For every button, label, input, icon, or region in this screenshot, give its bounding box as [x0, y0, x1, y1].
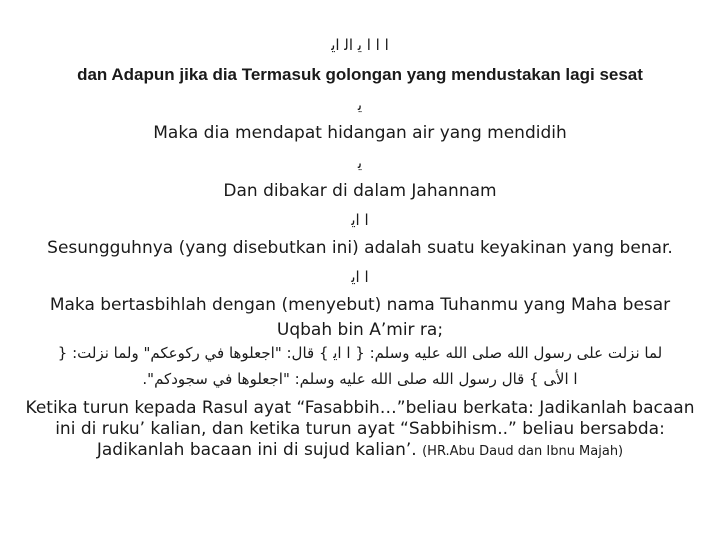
translation-verse-2: Maka dia mendapat hidangan air yang mendidih: [153, 123, 567, 143]
hadith-translation-line-1: Ketika turun kepada Rasul ayat “Fasabbih…”beliau berkata: Jadikanlah bacaan: [25, 398, 695, 418]
hadith-arabic-line-1: ﻟﻤﺎ ﻧﺰﻟﺖ ﻋﻠﻰ ﺭﺳﻮﻝ ﺍﻟﻠﻪ ﺻﻠﻰ ﺍﻟﻠﻪ ﻋﻠﻴﻪ ﻭﺳﻠﻢ: { ﺍ ﺍﻳ } ﻗﺎﻝ: "ﺍﺟﻌﻠﻮﻫﺎ ﻓﻲ ﺭﻛﻮﻋﻜﻢ" ﻭﻟﻤﺎ ﻧﺰﻟﺖ: {: [57, 344, 663, 362]
hadith-translation-line-3: [0, 442, 720, 459]
hadith-narrator: Uqbah bin A’mir ra;: [276, 320, 444, 340]
arabic-verse-3: ﻳ: [357, 154, 363, 172]
hadith-translation-text: Jadikanlah bacaan ini di sujud kalian’.: [96, 440, 417, 460]
hadith-citation: (HR.Abu Daud dan Ibnu Majah): [422, 444, 624, 459]
hadith-arabic-line-2: ﺍ ﺍﻷﻰ } ﻗﺎﻝ ﺭﺳﻮﻝ ﺍﻟﻠﻪ ﺻﻠﻰ ﺍﻟﻠﻪ ﻋﻠﻴﻪ ﻭﺳﻠﻢ: "ﺍﺟﻌﻠﻮﻫﺎ ﻓﻲ ﺳﺠﻮﺩﻛﻢ".: [142, 370, 578, 388]
hadith-translation-line-2: ini di ruku’ kalian, dan ketika turun ayat “Sabbihism..” beliau bersabda:: [55, 419, 665, 439]
translation-verse-4: Sesungguhnya (yang disebutkan ini) adalah suatu keyakinan yang benar.: [47, 238, 673, 258]
translation-verse-1: dan Adapun jika dia Termasuk golongan yang mendustakan lagi sesat: [77, 65, 643, 84]
arabic-verse-2: ﻳ: [357, 96, 363, 114]
translation-verse-3: Dan dibakar di dalam Jahannam: [223, 181, 497, 201]
arabic-verse-1: ﺍ ﺍ ﺍ ﻳ ﺍﻟ ﺍﻳ: [331, 36, 389, 54]
translation-verse-5: Maka bertasbihlah dengan (menyebut) nama Tuhanmu yang Maha besar: [49, 295, 671, 315]
arabic-verse-4: ﺍ ﺍﻳ: [351, 211, 369, 229]
arabic-verse-5: ﺍ ﺍﻳ: [351, 268, 369, 286]
